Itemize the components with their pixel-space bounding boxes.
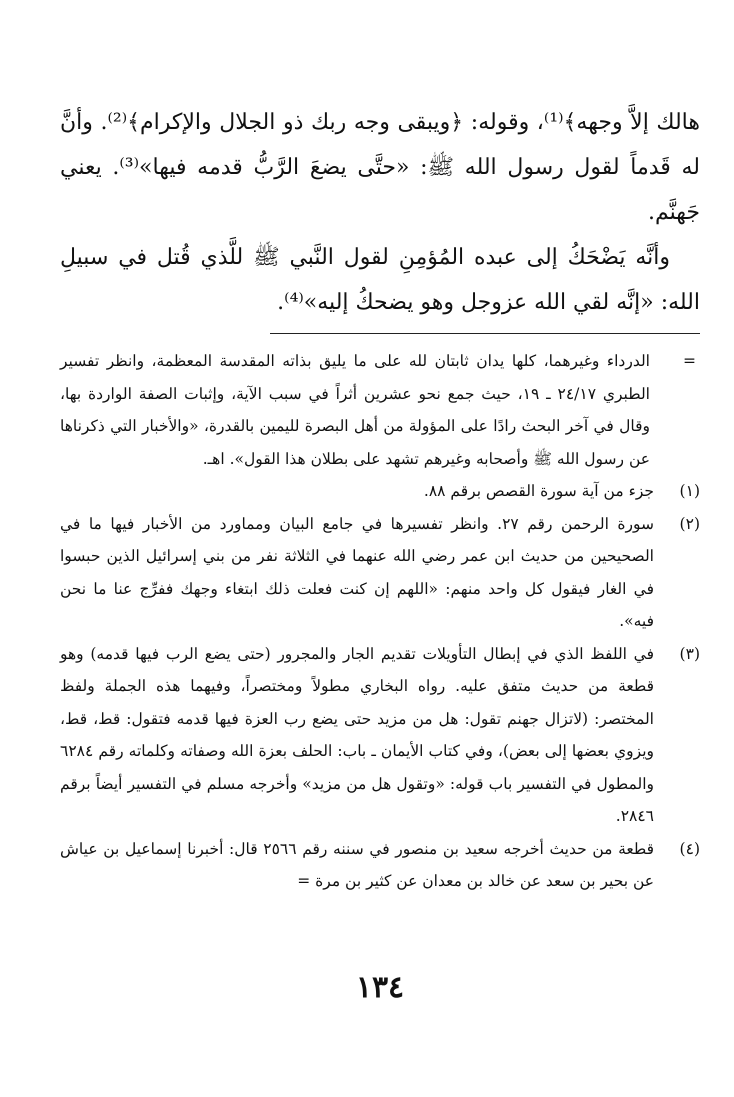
footnote-continuation-text: الدرداء وغيرهما، كلها يدان ثابتان لله على ما يليق بذاته المقدسة المعظمة، وانظر تفسير الطبري ٢٤/١٧ ـ ١٩، حيث جمع نحو عشرين أثراً في سبب الآية، وإثبات الصفة الواردة بها، وقال في آخر البحث رادًا على المؤولة من أهل البصرة لليمين بالقدرة، «والأخبار التي ذكرناها عن رسول الله ﷺ وأصحابه وغيرهم تشهد على بطلان هذا القول». اهـ. xyxy=(60,352,650,468)
footnote-text xyxy=(60,833,654,898)
footnote-separator xyxy=(270,333,700,334)
continuation-marker: = xyxy=(683,352,696,370)
main-text xyxy=(60,100,700,325)
main-paragraph-1: هالك إلاَّ وجهه﴾⁽¹⁾، وقوله: ﴿ويبقى وجه ربك ذو الجلال والإكرام﴾⁽²⁾. وأنَّ له قَدماً لقول رسول الله ﷺ: «حتَّى يضعَ الرَّبُّ قدمه فيها»⁽³⁾. يعني جَهنَّم. xyxy=(60,110,700,225)
footnote-number: (١) xyxy=(679,482,700,500)
footnote-1 xyxy=(60,475,700,508)
page-number: ١٣٤ xyxy=(355,970,405,1005)
footnote-text: سورة الرحمن رقم ٢٧. وانظر تفسيرها في جامع البيان ومماورد من الأخبار فيها ما في الصحيحين من حديث ابن عمر رضي الله عنهما في الثلاثة نفر من بني إسرائيل الذين حبسوا في الغار فيقول كل واحد منهم: «اللهم إن كنت فعلت ذلك ابتغاء وجهك ففرِّج عنا ما نحن فيه». xyxy=(60,514,655,630)
footnote-number: (٢) xyxy=(679,514,700,533)
footnote-number: (٣) xyxy=(679,644,700,663)
footnote-text: في اللفظ الذي في إبطال التأويلات تقديم الجار والمجرور (حتى يضع الرب فيها قدمه) وهو قطعة من حديث متفق عليه. رواه البخاري مطولاً ومختصراً، وفيهما هذه الجملة ولفظ المختصر: (لاتزال جهنم تقول: هل من مزيد حتى يضع رب العزة فيها قدمه فتقول: قط، قط، ويزوي بعضها إلى بعض)، وفي كتاب الأيمان ـ باب: الحلف بعزة الله وصفاته وكلماته رقم ٦٢٨٤ والمطول في التفسير باب قوله: «وتقول هل من مزيد» وأخرجه مسلم في التفسير أيضاً برقم ٢٨٤٦. xyxy=(60,644,654,825)
main-paragraph-2: وأنَّه يَضْحَكُ إلى عبده المُؤمِنِ لقول النَّبي ﷺ للَّذي قُتل في سبيلِ الله: «إنَّه لقي الله عزوجل وهو يضحكُ إليه»⁽⁴⁾. xyxy=(60,245,700,315)
footnote-3 xyxy=(60,638,700,833)
footnote-4 xyxy=(60,833,700,898)
footnote-text: جزء من آية سورة القصص برقم ٨٨. xyxy=(423,482,654,500)
footnote-continuation xyxy=(60,345,700,475)
book-page xyxy=(60,0,700,1097)
footnote-number: (٤) xyxy=(679,839,700,858)
footnote-4-text: قطعة من حديث أخرجه سعيد بن منصور في سننه رقم ٢٥٦٦ قال: أخبرنا إسماعيل بن عياش عن بحير بن سعد عن خالد بن معدان عن كثير بن مرة xyxy=(60,839,654,890)
continues-marker: = xyxy=(297,872,311,890)
footnote-2 xyxy=(60,508,700,638)
footnotes xyxy=(60,345,700,898)
